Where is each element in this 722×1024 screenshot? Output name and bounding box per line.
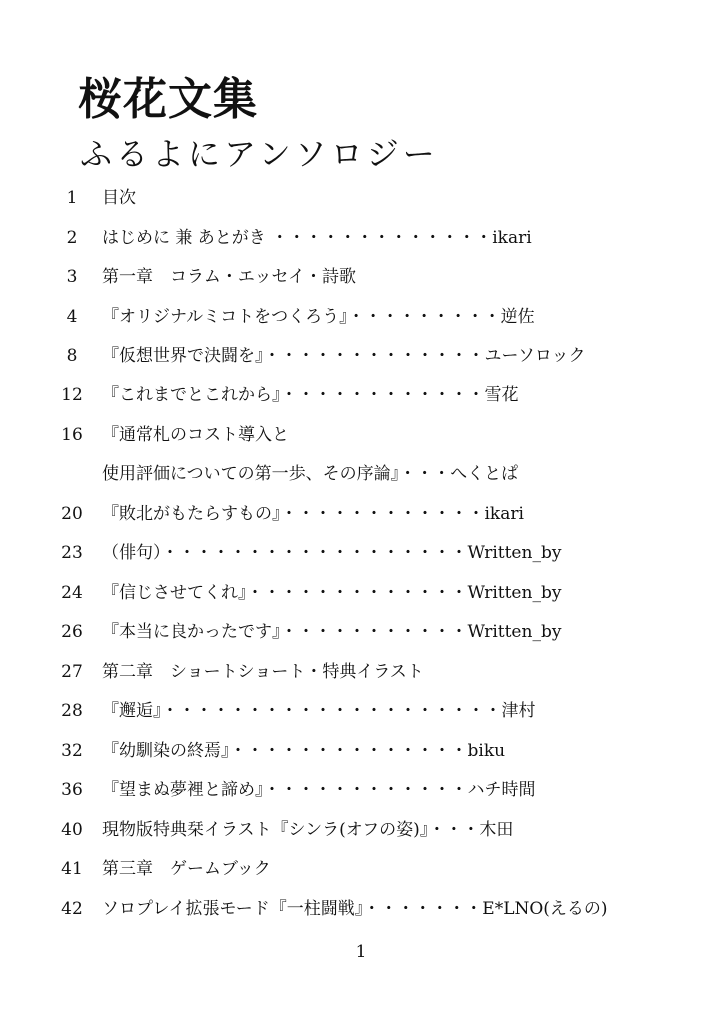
- toc-entry-text: 第二章 ショートショート・特典イラスト: [102, 662, 424, 682]
- toc-page-number: 3: [66, 267, 78, 287]
- toc-page-number: 24: [61, 583, 83, 603]
- toc-page-number: 26: [61, 622, 83, 642]
- toc-page-number: 32: [61, 741, 83, 761]
- toc-entry-text: 第三章 ゲームブック: [102, 859, 271, 879]
- toc-page-number: 16: [61, 425, 83, 445]
- toc-entry-text: 『邂逅』・・・・・・・・・・・・・・・・・・・・津村: [102, 701, 536, 721]
- toc-page-number: 42: [61, 899, 83, 919]
- toc-entry-text: 『敗北がもたらすもの』・・・・・・・・・・・・ikari: [102, 504, 524, 524]
- toc-entry-text: （俳句）・・・・・・・・・・・・・・・・・・Written_by: [102, 543, 562, 563]
- toc-entry-text: 目次: [102, 188, 136, 208]
- toc-page-number: 4: [66, 307, 78, 327]
- toc-entry-text: 『通常札のコスト導入と: [102, 425, 289, 445]
- toc-entry-text: 『これまでとこれから』・・・・・・・・・・・・雪花: [102, 385, 519, 405]
- toc-page-number: 2: [66, 228, 78, 248]
- toc-entry-text: 『仮想世界で決闘を』・・・・・・・・・・・・・ユーソロック: [102, 346, 586, 366]
- toc-entry-text: 『望まぬ夢裡と諦め』・・・・・・・・・・・・ハチ時間: [102, 780, 536, 800]
- toc-entry-text: 使用評価についての第一歩、その序論』・・・へくとぱ: [102, 464, 519, 484]
- toc-page-number: 40: [61, 820, 83, 840]
- toc-page-number: 23: [61, 543, 83, 563]
- toc-page-number: 36: [61, 780, 83, 800]
- page-subtitle: ふるよにアンソロジー: [80, 135, 439, 173]
- toc-entry-text: ソロプレイ拡張モード『一柱闘戦』・・・・・・・E*LNO(えるの): [102, 899, 608, 919]
- toc-entry-text: 『信じさせてくれ』・・・・・・・・・・・・・Written_by: [102, 583, 562, 603]
- toc-page-number: 8: [66, 346, 78, 366]
- toc-page-number: 41: [61, 859, 83, 879]
- toc-page-number: 12: [61, 385, 83, 405]
- toc-entry-text: 現物版特典栞イラスト『シンラ(オフの姿)』・・・木田: [102, 820, 514, 840]
- page-title: 桜花文集: [78, 74, 258, 125]
- toc-entry-text: 第一章 コラム・エッセイ・詩歌: [102, 267, 356, 287]
- toc-page-number: 27: [61, 662, 83, 682]
- toc-page-number: 28: [61, 701, 83, 721]
- page-number: 1: [355, 942, 367, 962]
- toc-page-number: 20: [61, 504, 83, 524]
- toc-entry-text: 『オリジナルミコトをつくろう』・・・・・・・・・逆佐: [102, 307, 535, 327]
- toc-page-number: 1: [66, 188, 78, 208]
- toc-entry-text: 『幼馴染の終焉』・・・・・・・・・・・・・・biku: [102, 741, 506, 761]
- toc-entry-text: はじめに 兼 あとがき ・・・・・・・・・・・・・ikari: [102, 228, 532, 248]
- toc-entry-text: 『本当に良かったです』・・・・・・・・・・・Written_by: [102, 622, 562, 642]
